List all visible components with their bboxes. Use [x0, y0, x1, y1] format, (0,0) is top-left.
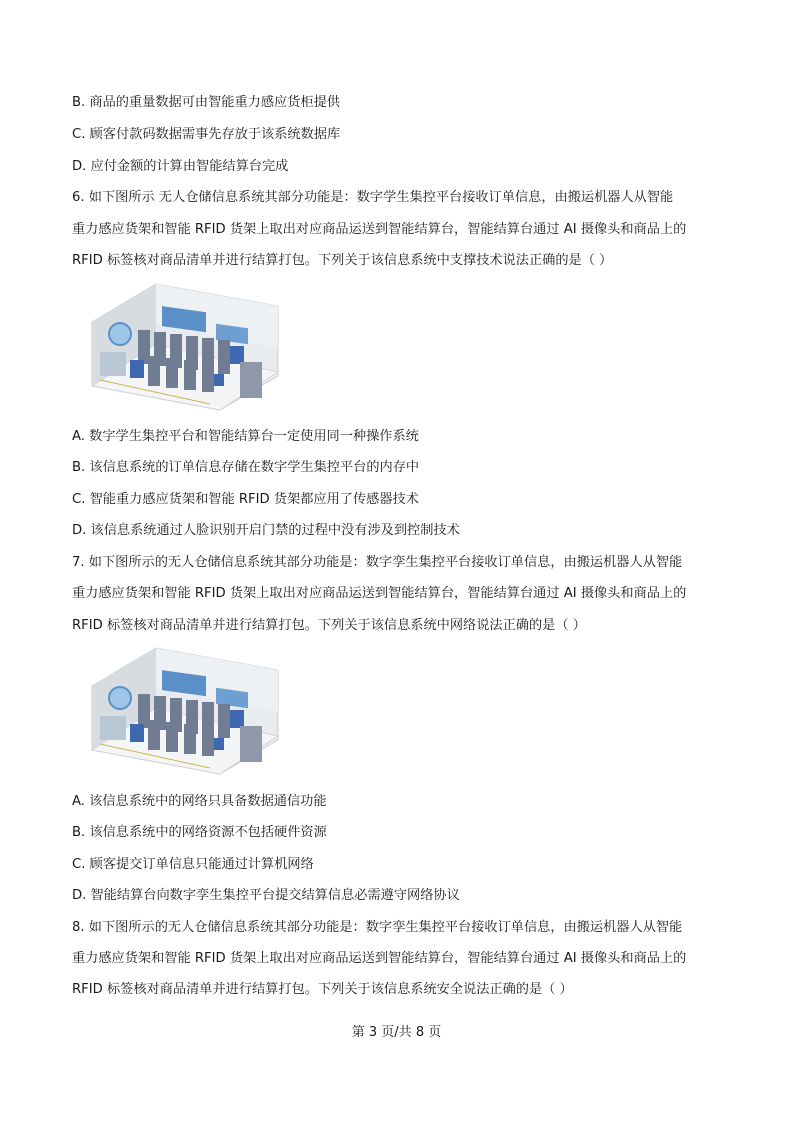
- q6-stem-line-1: 6. 如下图所示 无人仓储信息系统其部分功能是：数字学生集控平台接收订单信息，由搬运机器人从智能: [72, 190, 674, 205]
- q7-option-a: A. 该信息系统中的网络只具备数据通信功能: [72, 794, 327, 809]
- q8-stem-line-2: 重力感应货架和智能 RFID 货架上取出对应商品运送到智能结算台，智能结算台通过 AI 摄像头和商品上的: [72, 951, 687, 966]
- warehouse-illustration-q6: [90, 282, 280, 412]
- q6-option-d: D. 该信息系统通过人脸识别开启门禁的过程中没有涉及到控制技术: [72, 523, 460, 538]
- q6-option-c: C. 智能重力感应货架和智能 RFID 货架都应用了传感器技术: [72, 492, 419, 507]
- q7-stem-line-3: RFID 标签核对商品清单并进行结算打包。下列关于该信息系统中网络说法正确的是（ ）: [72, 618, 586, 633]
- q7-option-c: C. 顾客提交订单信息只能通过计算机网络: [72, 857, 314, 872]
- q7-option-b: B. 该信息系统中的网络资源不包括硬件资源: [72, 825, 327, 840]
- q5-option-b: B. 商品的重量数据可由智能重力感应货柜提供: [72, 95, 340, 110]
- q7-option-d: D. 智能结算台向数字孪生集控平台提交结算信息必需遵守网络协议: [72, 888, 460, 903]
- q6-option-b: B. 该信息系统的订单信息存储在数字学生集控平台的内存中: [72, 460, 420, 475]
- q5-option-c: C. 顾客付款码数据需事先存放于该系统数据库: [72, 127, 341, 142]
- q8-stem-line-3: RFID 标签核对商品清单并进行结算打包。下列关于该信息系统安全说法正确的是（ ）: [72, 982, 573, 997]
- q5-option-d: D. 应付金额的计算由智能结算台完成: [72, 159, 289, 174]
- q7-stem-line-1: 7. 如下图所示的无人仓储信息系统其部分功能是：数字孪生集控平台接收订单信息，由搬运机器人从智能: [72, 555, 683, 570]
- q6-option-a: A. 数字学生集控平台和智能结算台一定使用同一种操作系统: [72, 429, 419, 444]
- q8-stem-line-1: 8. 如下图所示的无人仓储信息系统其部分功能是：数字孪生集控平台接收订单信息，由搬运机器人从智能: [72, 920, 683, 935]
- q6-stem-line-2: 重力感应货架和智能 RFID 货架上取出对应商品运送到智能结算台，智能结算台通过 AI 摄像头和商品上的: [72, 222, 687, 237]
- q6-stem-line-3: RFID 标签核对商品清单并进行结算打包。下列关于该信息系统中支撑技术说法正确的是（ ）: [72, 253, 613, 268]
- page-footer: 第 3 页/共 8 页: [351, 1025, 442, 1040]
- warehouse-illustration-q7: [90, 646, 280, 776]
- q7-stem-line-2: 重力感应货架和智能 RFID 货架上取出对应商品运送到智能结算台，智能结算台通过 AI 摄像头和商品上的: [72, 586, 687, 601]
